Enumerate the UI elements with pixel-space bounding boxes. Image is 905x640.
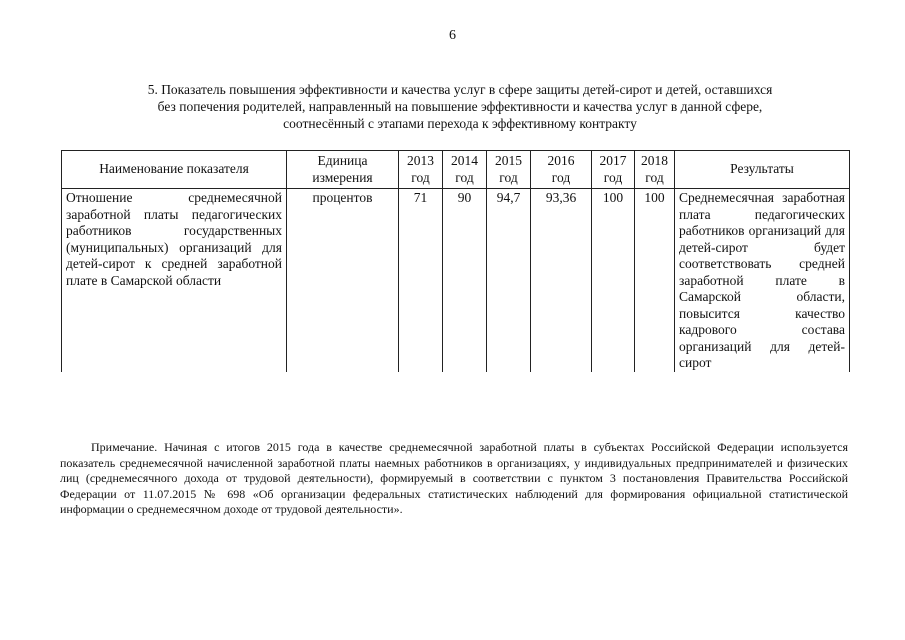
header-unit-line: Единица xyxy=(317,153,368,168)
section-title-line: соотнесённый с этапами перехода к эффективному контракту xyxy=(283,116,637,131)
value-2016-cell: 93,36 xyxy=(531,189,592,372)
section-title xyxy=(95,81,825,132)
header-year-suffix: год xyxy=(645,169,664,185)
header-year-2018 xyxy=(635,151,675,189)
value-2017-cell: 100 xyxy=(592,189,635,372)
header-year: 2016 xyxy=(547,153,575,168)
footnote-text: Примечание. Начиная с итогов 2015 года в качестве среднемесячной заработной платы в субъектах Российской Федерации используется показатель среднемесячной начисленной заработной платы наемных работников в организациях, у индивидуальных предпринимателей и физических лиц (среднемесячного дохода от трудовой деятельности), формируемый в соответствии с пунктом 3 постановления Правительства Российской Федерации от 11.07.2015 № 698 «Об организации федеральных статистических наблюдений для формирования официальной статистической информации о среднемесячном доходе от трудовой деятельности». xyxy=(60,440,848,516)
header-unit xyxy=(287,151,399,189)
header-year-2015 xyxy=(487,151,531,189)
header-unit-line: измерения xyxy=(312,169,373,185)
header-year: 2017 xyxy=(599,153,627,168)
header-year-2017 xyxy=(592,151,635,189)
value-2018-cell: 100 xyxy=(635,189,675,372)
header-year-suffix: год xyxy=(499,169,518,185)
results-cell: Среднемесячная заработная плата педагогических работников организаций для детей-сирот будет соответствовать средней заработной плате в Самарской области, повысится качество кадрового состава организаций для детей-сирот xyxy=(675,189,850,372)
header-year-suffix: год xyxy=(411,169,430,185)
footnote xyxy=(60,440,848,518)
header-year-suffix: год xyxy=(455,169,474,185)
header-year-2013 xyxy=(399,151,443,189)
value-2013-cell: 71 xyxy=(399,189,443,372)
indicator-table xyxy=(61,150,850,372)
header-year-2016 xyxy=(531,151,592,189)
header-year-2014 xyxy=(443,151,487,189)
unit-cell: процентов xyxy=(287,189,399,372)
value-2014-cell: 90 xyxy=(443,189,487,372)
header-year: 2013 xyxy=(407,153,434,168)
header-year: 2015 xyxy=(495,153,522,168)
header-indicator-name: Наименование показателя xyxy=(62,151,287,189)
page-number: 6 xyxy=(449,28,456,43)
header-year: 2014 xyxy=(451,153,478,168)
value-2015-cell: 94,7 xyxy=(487,189,531,372)
section-title-line: 5. Показатель повышения эффективности и качества услуг в сфере защиты детей-сирот и детей, оставшихся xyxy=(147,82,773,97)
header-year-suffix: год xyxy=(603,169,623,185)
table-header-row xyxy=(62,151,850,189)
indicator-name-cell: Отношение среднемесячной заработной платы педагогических работников государственных (муниципальных) организаций для детей-сирот к средней заработной плате в Самарской области xyxy=(62,189,287,372)
header-year-suffix: год xyxy=(551,169,571,185)
header-results: Результаты xyxy=(675,151,850,189)
section-title-line: без попечения родителей, направленный на повышение эффективности и качества услуг в данной сфере, xyxy=(157,99,763,114)
table-row xyxy=(62,189,850,372)
header-year: 2018 xyxy=(641,153,668,168)
